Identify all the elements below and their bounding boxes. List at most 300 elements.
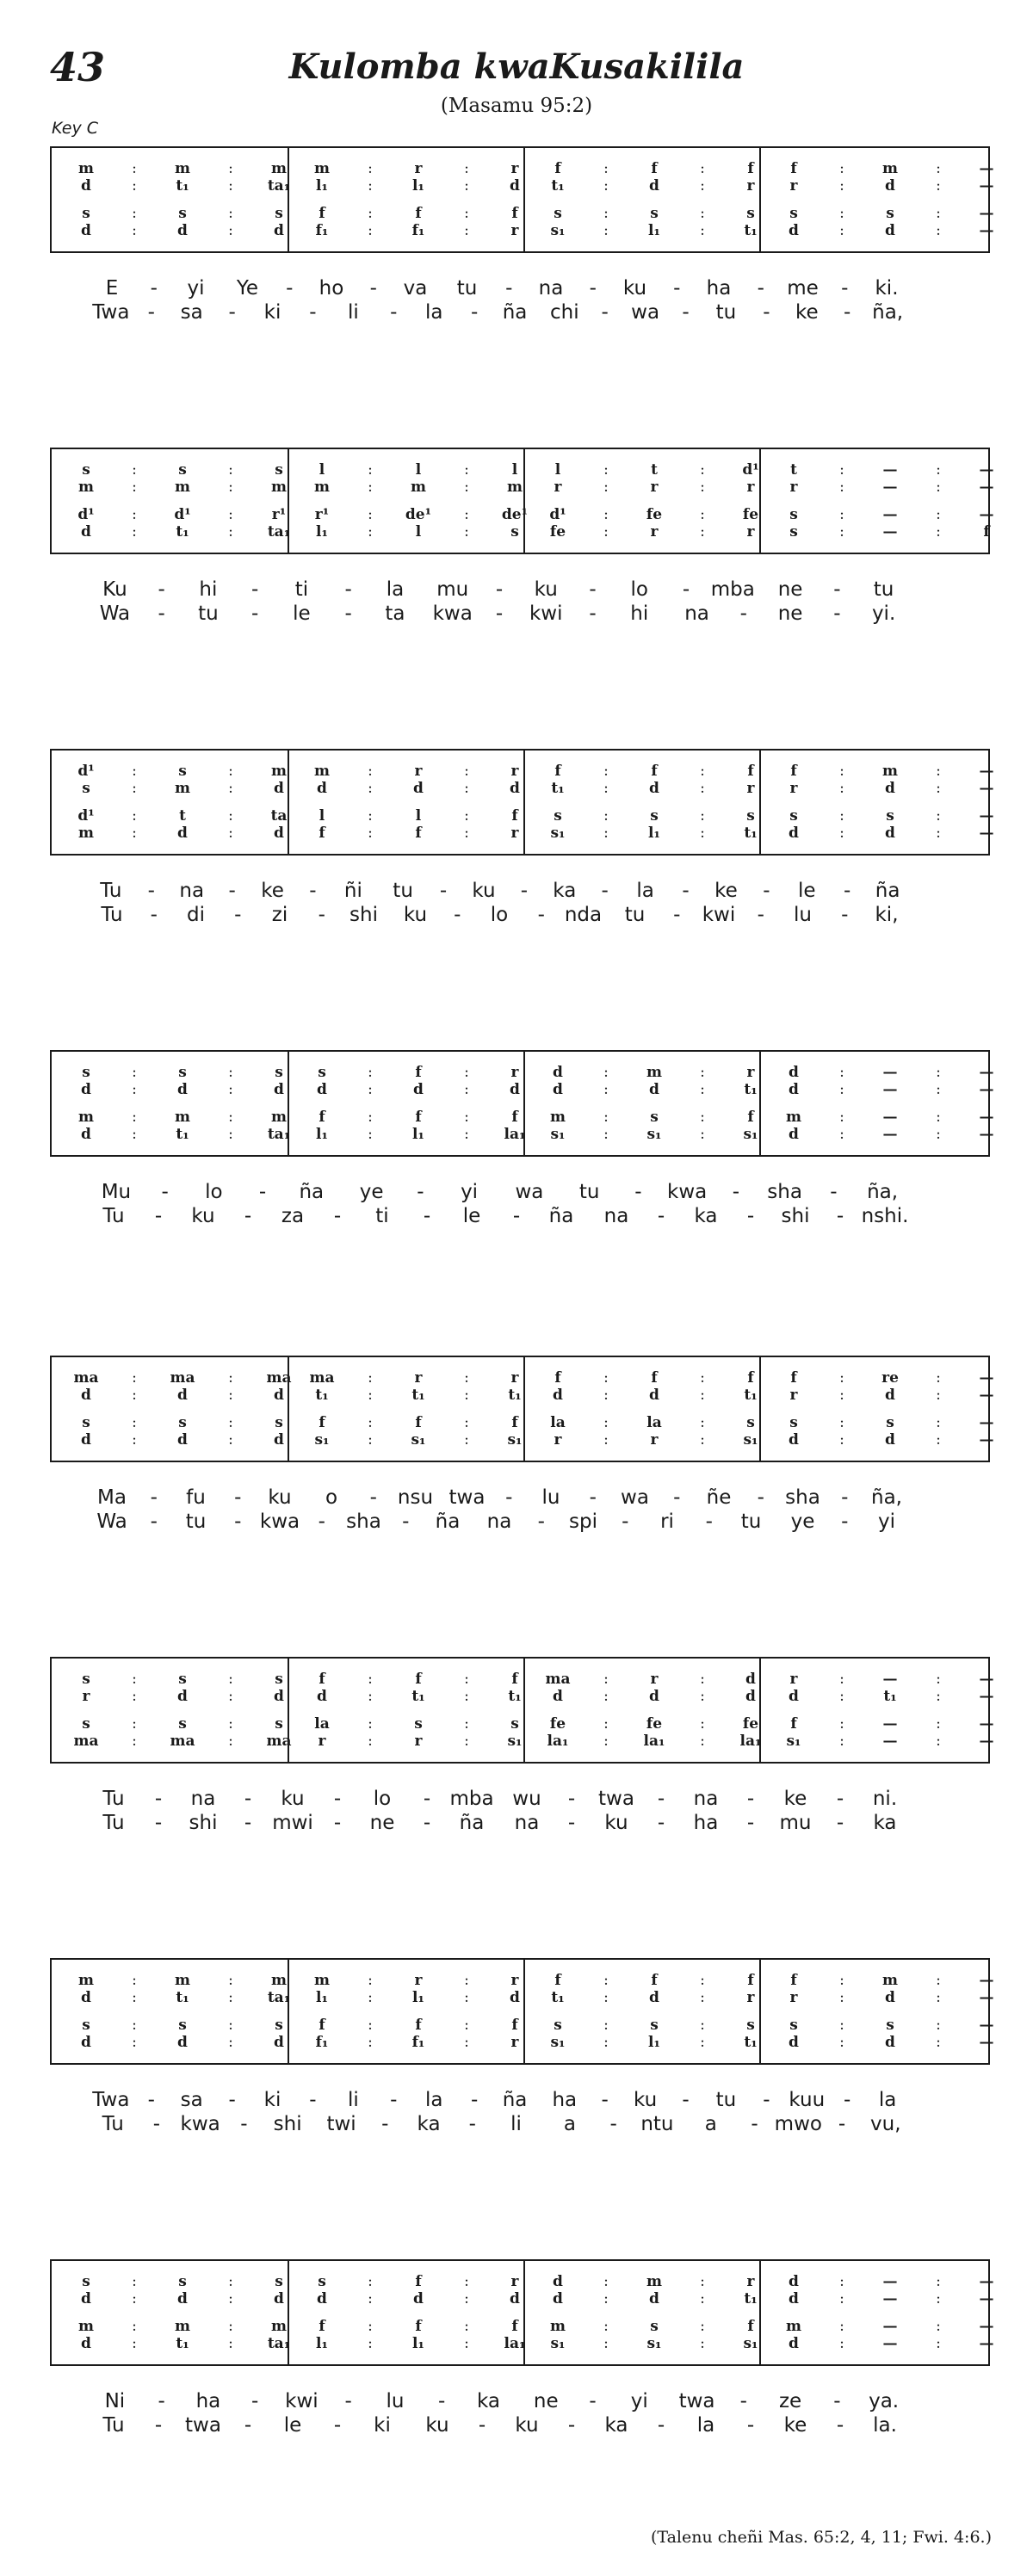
solfa-note: la₁	[504, 2335, 526, 2352]
beat-separator: :	[228, 2290, 233, 2307]
lyric-syllable: ka	[417, 2113, 441, 2135]
syllable-hyphen: -	[228, 301, 236, 324]
solfa-note: d	[177, 1081, 188, 1098]
solfa-note: f	[415, 1064, 422, 1081]
lyric-syllable: lo	[630, 578, 649, 601]
solfa-note: —	[979, 1989, 994, 2006]
lyric-syllable: tu	[198, 602, 219, 625]
solfa-note: s	[178, 1414, 187, 1431]
lyric-syllable: tu	[740, 1510, 762, 1533]
syllable-hyphen: -	[228, 2089, 236, 2111]
lyric-syllable: ña	[459, 1812, 485, 1834]
syllable-hyphen: -	[601, 301, 609, 324]
beat-separator: :	[132, 1081, 137, 1098]
solfa-note: —	[979, 1387, 994, 1404]
beat-separator: :	[368, 2273, 373, 2290]
beat-separator: :	[464, 807, 469, 825]
solfa-note: re	[881, 1369, 899, 1387]
solfa-note: s	[414, 1715, 423, 1733]
solfa-note: —	[979, 2034, 994, 2051]
beat-separator: :	[464, 1387, 469, 1404]
lyric-syllable: na	[486, 1510, 512, 1533]
solfa-note: r¹	[271, 506, 287, 523]
solfa-note: f	[511, 2318, 518, 2335]
solfa-note: s	[789, 205, 798, 222]
beat-separator: :	[228, 1126, 233, 1143]
lyric-syllable: Wa	[96, 1510, 127, 1533]
lyric-syllable: li	[347, 2089, 359, 2111]
solfa-system	[50, 1356, 994, 1462]
syllable-hyphen: -	[567, 2414, 576, 2437]
solfa-note: s	[789, 807, 798, 825]
beat-separator: :	[936, 1715, 941, 1733]
solfa-note: s	[82, 1414, 90, 1431]
solfa-note: s	[275, 461, 283, 479]
solfa-note: t₁	[176, 1126, 189, 1143]
solfa-note: s₁	[550, 2034, 566, 2051]
lyric-syllable: ntu	[640, 2113, 674, 2135]
beat-separator: :	[464, 2290, 469, 2307]
lyric-line	[60, 601, 999, 627]
beat-separator: :	[839, 1715, 844, 1733]
solfa-note: d¹	[742, 461, 759, 479]
syllable-hyphen: -	[836, 1788, 844, 1810]
syllable-hyphen: -	[228, 880, 236, 902]
beat-separator: :	[228, 1972, 233, 1989]
solfa-note: d	[81, 2335, 91, 2352]
beat-separator: :	[936, 2318, 941, 2335]
lyric-syllable: ne	[369, 1812, 395, 1834]
solfa-note: d	[789, 1081, 799, 1098]
solfa-note: s	[82, 2273, 90, 2290]
solfa-note: l₁	[316, 1126, 328, 1143]
solfa-note: m	[882, 763, 898, 780]
syllable-hyphen: -	[505, 1486, 513, 1509]
lyric-syllable: ze	[778, 2390, 802, 2412]
solfa-note: —	[979, 763, 994, 780]
beat-separator: :	[839, 160, 844, 177]
syllable-hyphen: -	[841, 904, 849, 926]
lyric-syllable: ti	[375, 1205, 389, 1227]
syllable-hyphen: -	[402, 1510, 410, 1533]
syllable-hyphen: -	[286, 277, 294, 300]
beat-separator: :	[368, 222, 373, 239]
syllable-hyphen: -	[154, 1205, 163, 1227]
solfa-note: d	[81, 1989, 91, 2006]
beat-separator: :	[228, 1369, 233, 1387]
solfa-note: s	[789, 2017, 798, 2034]
solfa-note: d¹	[174, 506, 191, 523]
solfa-note: —	[882, 2335, 898, 2352]
solfa-note: ma	[73, 1733, 99, 1750]
lyric-syllable: ka	[604, 2414, 628, 2437]
syllable-hyphen: -	[344, 2390, 352, 2412]
solfa-note: t	[651, 461, 658, 479]
lyric-syllable: tu	[393, 880, 413, 902]
syllable-hyphen: -	[417, 1181, 424, 1203]
beat-separator: :	[603, 825, 609, 842]
lyric-syllable: lu	[541, 1486, 560, 1509]
syllable-hyphen: -	[333, 1788, 342, 1810]
beat-separator: :	[228, 1733, 233, 1750]
beat-separator: :	[368, 523, 373, 541]
lyric-syllable: le	[798, 880, 816, 902]
lyric-syllable: shi	[273, 2113, 302, 2135]
beat-separator: :	[464, 506, 469, 523]
beat-separator: :	[464, 177, 469, 195]
beat-separator: :	[603, 2017, 609, 2034]
solfa-note: ma	[170, 1369, 195, 1387]
lyric-syllable: o	[325, 1486, 338, 1509]
lyric-syllable: lu	[794, 904, 812, 926]
solfa-note: —	[979, 1972, 994, 1989]
solfa-note: f	[790, 1972, 797, 1989]
lyric-syllable: ku	[268, 1486, 292, 1509]
solfa-note: d¹	[77, 506, 95, 523]
solfa-note: —	[979, 807, 994, 825]
solfa-note: s	[554, 807, 562, 825]
beat-separator: :	[839, 506, 844, 523]
lyric-syllable: Twa	[92, 2089, 130, 2111]
lyric-syllable: twa	[678, 2390, 715, 2412]
solfa-note: —	[882, 1109, 898, 1126]
beat-separator: :	[603, 1369, 609, 1387]
solfa-note: s₁	[550, 825, 566, 842]
beat-separator: :	[839, 205, 844, 222]
beat-separator: :	[464, 763, 469, 780]
beat-separator: :	[132, 160, 137, 177]
syllable-hyphen: -	[512, 1205, 521, 1227]
lyric-syllable: sha	[785, 1486, 820, 1509]
beat-separator: :	[228, 1431, 233, 1449]
beat-separator: :	[464, 1671, 469, 1688]
beat-separator: :	[839, 1081, 844, 1098]
solfa-note: t	[790, 461, 797, 479]
solfa-note: f	[319, 825, 325, 842]
solfa-note: s	[746, 2017, 755, 2034]
syllable-hyphen: -	[833, 578, 841, 601]
solfa-note: s	[275, 2017, 283, 2034]
beat-separator: :	[700, 1688, 705, 1705]
solfa-note: de¹	[501, 506, 529, 523]
solfa-note: —	[979, 2335, 994, 2352]
solfa-note: t₁	[551, 780, 565, 797]
solfa-note: d	[885, 177, 895, 195]
syllable-hyphen: -	[682, 301, 690, 324]
solfa-note: r	[789, 1989, 798, 2006]
lyric-syllable: yi	[877, 1510, 896, 1533]
solfa-note: —	[882, 1715, 898, 1733]
solfa-note: d	[649, 1081, 659, 1098]
solfa-note: s	[789, 523, 798, 541]
solfa-note: t₁	[744, 2290, 758, 2307]
lyric-syllable: ku	[604, 1812, 628, 1834]
beat-separator: :	[228, 2034, 233, 2051]
lyric-syllable: ka	[553, 880, 577, 902]
beat-separator: :	[368, 177, 373, 195]
beat-separator: :	[368, 506, 373, 523]
beat-separator: :	[228, 1109, 233, 1126]
syllable-hyphen: -	[673, 277, 681, 300]
solfa-note: m	[786, 2318, 801, 2335]
beat-separator: :	[603, 2318, 609, 2335]
solfa-note: r	[789, 1671, 798, 1688]
syllable-hyphen: -	[739, 602, 747, 625]
beat-separator: :	[132, 222, 137, 239]
solfa-note: r	[510, 1369, 519, 1387]
solfa-note: d	[510, 1081, 520, 1098]
solfa-note: —	[979, 479, 994, 496]
beat-separator: :	[603, 523, 609, 541]
lyric-syllable: kwi	[285, 2390, 319, 2412]
solfa-note: t₁	[315, 1387, 329, 1404]
solfa-note: s₁	[646, 1126, 662, 1143]
lyric-syllable: mba	[710, 578, 755, 601]
solfa-note: f	[415, 2273, 422, 2290]
beat-separator: :	[936, 780, 941, 797]
beat-separator: :	[700, 2335, 705, 2352]
solfa-note: s	[82, 780, 90, 797]
solfa-system	[50, 2259, 994, 2366]
solfa-note: m	[314, 763, 330, 780]
beat-separator: :	[603, 461, 609, 479]
solfa-note: f	[415, 1671, 422, 1688]
beat-separator: :	[936, 1972, 941, 1989]
solfa-note: d	[789, 2034, 799, 2051]
beat-separator: :	[700, 506, 705, 523]
lyric-syllable: ke	[714, 880, 738, 902]
solfa-note: r	[746, 177, 755, 195]
beat-separator: :	[700, 1733, 705, 1750]
solfa-note: —	[979, 1715, 994, 1733]
solfa-note: d	[649, 780, 659, 797]
beat-separator: :	[936, 1688, 941, 1705]
solfa-note: l	[415, 461, 422, 479]
syllable-hyphen: -	[258, 1181, 267, 1203]
solfa-note: s₁	[743, 1126, 758, 1143]
beat-separator: :	[228, 177, 233, 195]
solfa-note: —	[882, 506, 898, 523]
solfa-note: r	[510, 1972, 519, 1989]
syllable-hyphen: -	[657, 1205, 665, 1227]
lyric-syllable: lo	[205, 1181, 223, 1203]
syllable-hyphen: -	[234, 904, 242, 926]
solfa-note: —	[979, 177, 994, 195]
lyric-syllable: na	[179, 880, 205, 902]
solfa-note: m	[646, 1064, 662, 1081]
beat-separator: :	[936, 763, 941, 780]
syllable-hyphen: -	[844, 880, 851, 902]
syllable-hyphen: -	[757, 904, 764, 926]
lyric-syllable: li	[347, 301, 359, 324]
beat-separator: :	[936, 222, 941, 239]
solfa-note: f	[319, 2017, 325, 2034]
solfa-note: d	[885, 2034, 895, 2051]
solfa-note: s₁	[550, 222, 566, 239]
lyric-syllable: kwa	[432, 602, 473, 625]
solfa-note: t₁	[508, 1387, 522, 1404]
solfa-note: ta₁	[267, 1989, 291, 2006]
syllable-hyphen: -	[309, 880, 317, 902]
beat-separator: :	[700, 523, 705, 541]
lyric-syllable: yi	[461, 1181, 479, 1203]
syllable-hyphen: -	[478, 2414, 486, 2437]
solfa-note: m	[78, 825, 94, 842]
beat-separator: :	[132, 1733, 137, 1750]
lyric-syllable: le	[293, 602, 311, 625]
solfa-note: —	[882, 479, 898, 496]
syllable-hyphen: -	[309, 301, 317, 324]
solfa-note: d	[274, 1081, 284, 1098]
solfa-note: r	[510, 222, 519, 239]
lyric-syllable: na	[190, 1788, 216, 1810]
beat-separator: :	[936, 461, 941, 479]
lyric-syllable: ne	[533, 2390, 559, 2412]
syllable-hyphen: -	[589, 602, 597, 625]
lyric-syllable: ña	[502, 301, 528, 324]
syllable-hyphen: -	[841, 277, 849, 300]
beat-separator: :	[132, 763, 137, 780]
lyric-syllable: kuu	[789, 2089, 826, 2111]
lyric-syllable: mu	[436, 578, 469, 601]
lyric-syllable: Tu	[102, 2414, 125, 2437]
solfa-note: —	[882, 523, 898, 541]
beat-separator: :	[936, 160, 941, 177]
solfa-note: d	[649, 2290, 659, 2307]
solfa-note: de¹	[405, 506, 432, 523]
solfa-note: m	[507, 479, 523, 496]
lyric-syllable: la	[424, 301, 443, 324]
beat-separator: :	[603, 1688, 609, 1705]
syllable-hyphen: -	[154, 1788, 163, 1810]
syllable-hyphen: -	[705, 1510, 713, 1533]
solfa-note: f	[747, 1972, 754, 1989]
solfa-note: f₁	[411, 222, 425, 239]
syllable-hyphen: -	[833, 2390, 841, 2412]
beat-separator: :	[464, 1414, 469, 1431]
lyric-line	[60, 902, 999, 928]
lyric-syllable: hi	[199, 578, 218, 601]
solfa-note: f	[747, 763, 754, 780]
lyric-syllable: Ni	[104, 2390, 126, 2412]
solfa-note: f	[415, 2318, 422, 2335]
beat-separator: :	[132, 1369, 137, 1387]
beat-separator: :	[464, 523, 469, 541]
lyric-syllable: mu	[779, 1812, 812, 1834]
beat-separator: :	[464, 479, 469, 496]
beat-separator: :	[464, 1715, 469, 1733]
beat-separator: :	[839, 2034, 844, 2051]
solfa-note: m	[271, 763, 287, 780]
syllable-hyphen: -	[537, 904, 545, 926]
lyric-syllable: ye	[359, 1181, 384, 1203]
solfa-note: d	[413, 1081, 424, 1098]
beat-separator: :	[700, 1671, 705, 1688]
lyric-syllable: Ma	[97, 1486, 127, 1509]
solfa-note: d	[553, 1064, 563, 1081]
lyric-syllable: ña,	[867, 1181, 899, 1203]
lyric-syllable: za	[281, 1205, 305, 1227]
solfa-note: —	[882, 2290, 898, 2307]
syllable-hyphen: -	[154, 1812, 163, 1834]
solfa-note: l	[554, 461, 561, 479]
solfa-note: d	[510, 1989, 520, 2006]
beat-separator: :	[936, 2335, 941, 2352]
lyric-syllable: na	[538, 277, 564, 300]
solfa-note: d	[553, 1387, 563, 1404]
beat-separator: :	[464, 1972, 469, 1989]
solfa-system	[50, 749, 994, 856]
solfa-note: —	[979, 780, 994, 797]
solfa-note: f	[747, 160, 754, 177]
solfa-note: s	[82, 1715, 90, 1733]
beat-separator: :	[132, 2034, 137, 2051]
syllable-hyphen: -	[757, 277, 764, 300]
solfa-note: t₁	[744, 2034, 758, 2051]
beat-separator: :	[132, 523, 137, 541]
solfa-note: s	[886, 1414, 894, 1431]
syllable-hyphen: -	[234, 1510, 242, 1533]
syllable-hyphen: -	[634, 1181, 642, 1203]
syllable-hyphen: -	[439, 880, 448, 902]
solfa-note: d	[789, 1064, 799, 1081]
solfa-note: d	[885, 1431, 895, 1449]
lyric-syllable: ne	[777, 578, 803, 601]
solfa-note: m	[175, 1972, 190, 1989]
beat-separator: :	[368, 160, 373, 177]
lyric-syllable: ki.	[875, 277, 899, 300]
syllable-hyphen: -	[158, 578, 165, 601]
beat-separator: :	[132, 1715, 137, 1733]
beat-separator: :	[368, 825, 373, 842]
syllable-hyphen: -	[423, 1788, 431, 1810]
syllable-hyphen: -	[470, 2089, 479, 2111]
beat-separator: :	[839, 2318, 844, 2335]
solfa-note: l	[415, 807, 422, 825]
solfa-note: ta	[270, 807, 288, 825]
solfa-note: d	[649, 1688, 659, 1705]
solfa-note: la	[646, 1414, 662, 1431]
beat-separator: :	[228, 205, 233, 222]
solfa-note: m	[78, 1109, 94, 1126]
solfa-note: la₁	[504, 1126, 526, 1143]
lyric-syllable: yi	[630, 2390, 648, 2412]
syllable-hyphen: -	[161, 1181, 169, 1203]
solfa-note: m	[78, 160, 94, 177]
syllable-hyphen: -	[147, 880, 155, 902]
solfa-note: s	[178, 1671, 187, 1688]
beat-separator: :	[936, 1126, 941, 1143]
solfa-note: m	[550, 1109, 566, 1126]
syllable-hyphen: -	[318, 1510, 325, 1533]
beat-separator: :	[464, 2273, 469, 2290]
beat-separator: :	[603, 1387, 609, 1404]
lyric-syllable: la	[696, 2414, 715, 2437]
solfa-note: ta₁	[267, 2335, 291, 2352]
beat-separator: :	[132, 1431, 137, 1449]
solfa-note: t₁	[551, 177, 565, 195]
beat-separator: :	[132, 1972, 137, 1989]
song-title: Kulomba kwaKusakilila	[288, 46, 745, 87]
beat-separator: :	[368, 1387, 373, 1404]
solfa-note: m	[175, 1109, 190, 1126]
solfa-note: r	[746, 2273, 755, 2290]
lyric-syllable: ri	[660, 1510, 674, 1533]
beat-separator: :	[839, 1989, 844, 2006]
beat-separator: :	[839, 1733, 844, 1750]
syllable-hyphen: -	[240, 2113, 248, 2135]
beat-separator: :	[132, 780, 137, 797]
